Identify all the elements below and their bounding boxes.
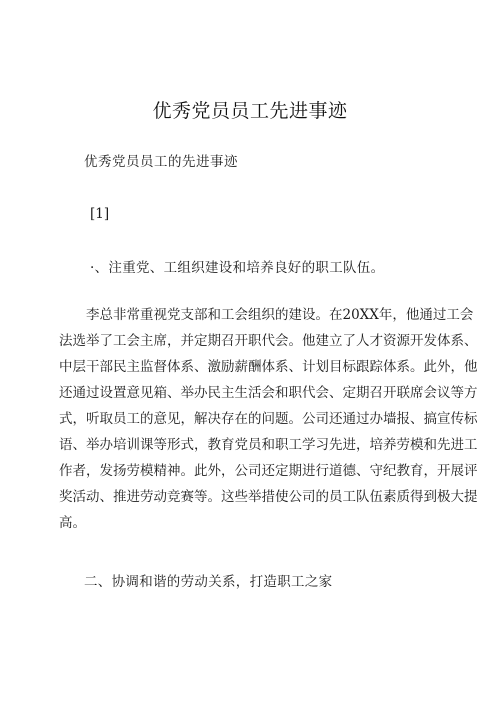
- paragraph-line: 法选举了工会主席，并定期召开职代会。他建立了人才资源开发体系、: [59, 333, 478, 349]
- paragraph-line: 中层干部民主监督体系、激励薪酬体系、计划目标跟踪体系。此外，他: [59, 359, 478, 375]
- paragraph-line: 李总非常重视党支部和工会组织的建设。在20XX年，他通过工会: [86, 307, 474, 323]
- paragraph-line: 高。: [59, 515, 86, 531]
- reference-marker: [1]: [90, 206, 110, 222]
- section-heading-two: 二、协调和谐的劳动关系，打造职工之家: [84, 574, 333, 590]
- document-title: 优秀党员员工先进事迹: [152, 100, 348, 122]
- paragraph-line: 语、举办培训课等形式，教育党员和职工学习先进，培养劳模和先进工: [59, 437, 478, 453]
- paragraph-line: 还通过设置意见箱、举办民主生活会和职代会、定期召开联席会议等方: [59, 385, 478, 401]
- paragraph-line: 式，听取员工的意见，解决存在的问题。公司还通过办墙报、搞宣传标: [59, 411, 478, 427]
- body-paragraph: [59, 302, 478, 536]
- paragraph-line: 作者，发扬劳模精神。此外，公司还定期进行道德、守纪教育，开展评: [59, 463, 478, 479]
- document-subtitle: 优秀党员员工的先进事迹: [84, 154, 238, 170]
- section-heading-one: ·、注重党、工组织建设和培养良好的职工队伍。: [90, 260, 385, 276]
- paragraph-line: 奖活动、推进劳动竞赛等。这些举措使公司的员工队伍素质得到极大提: [59, 489, 478, 505]
